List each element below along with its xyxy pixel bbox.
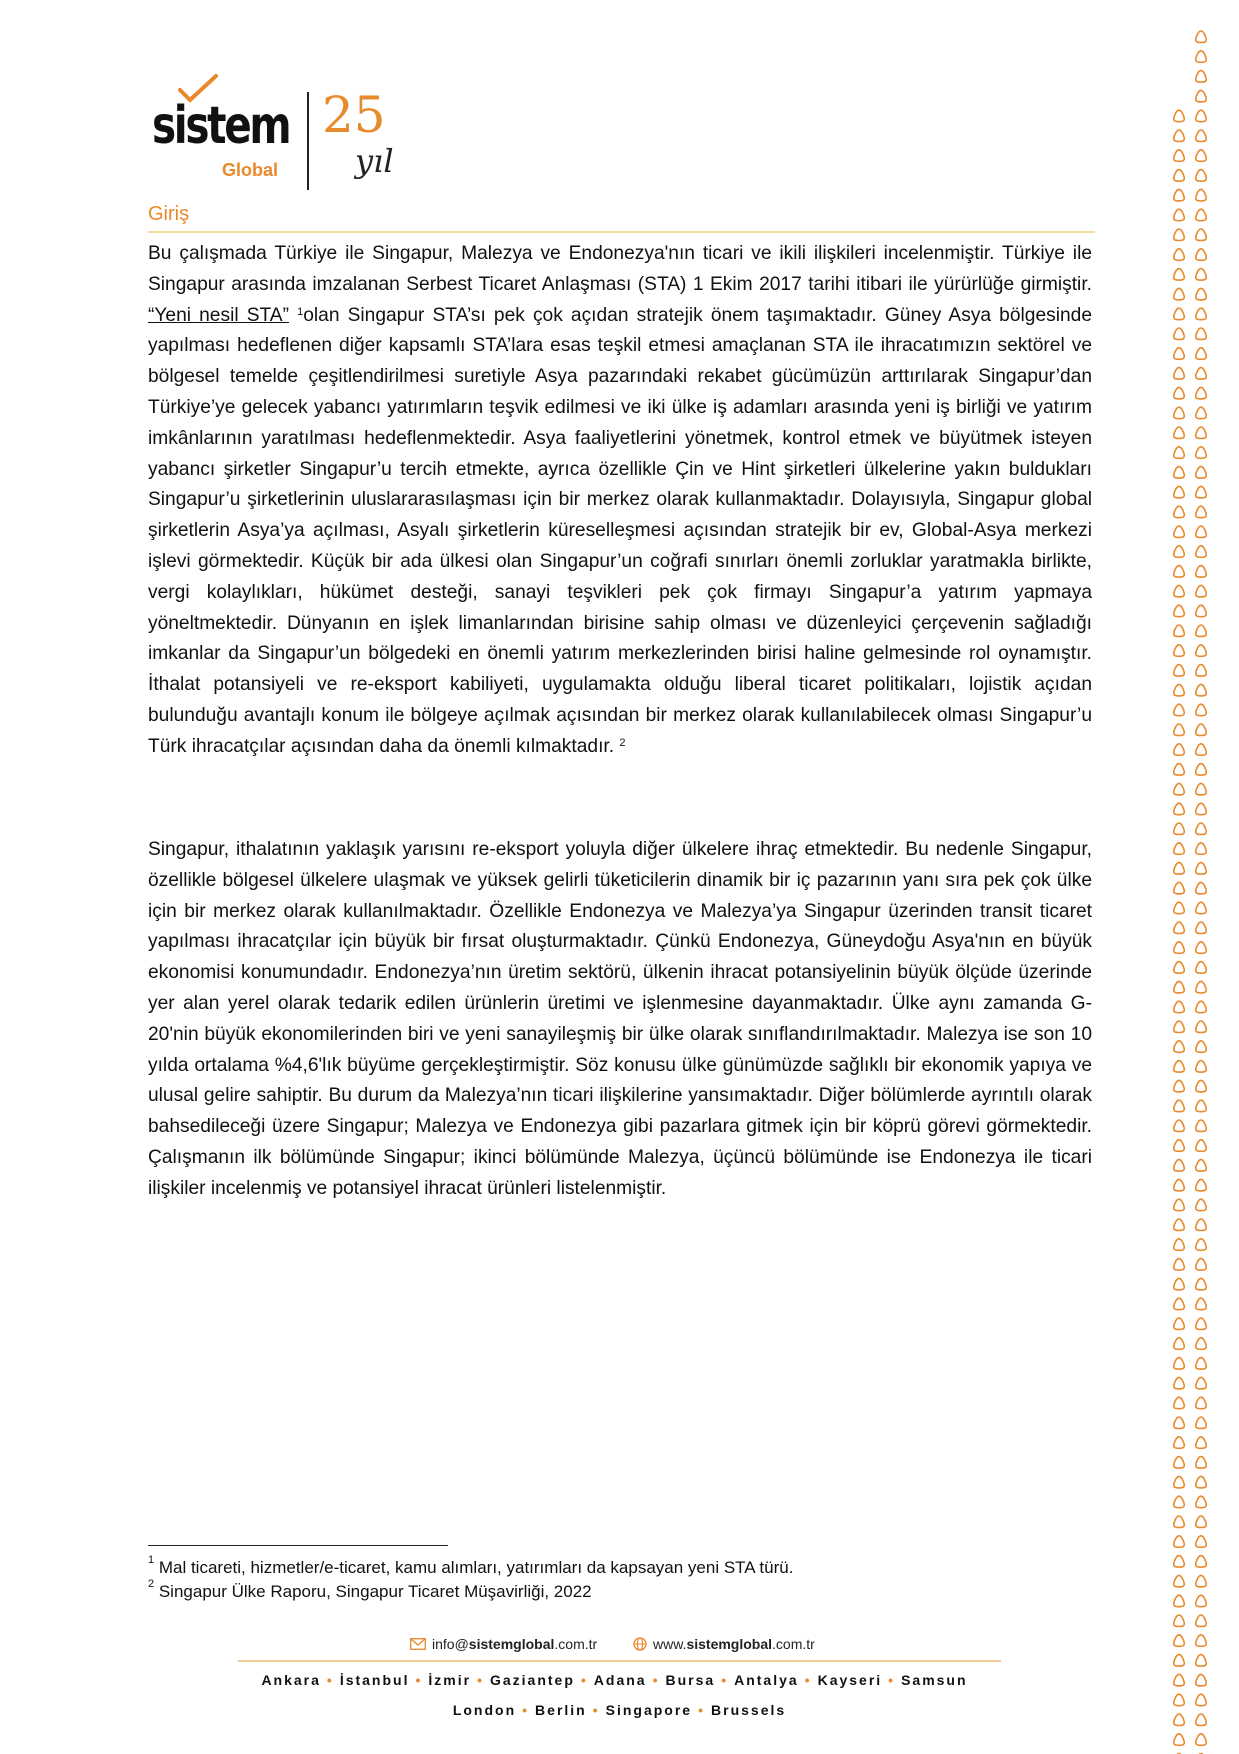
drop-ornament <box>1174 1476 1184 1488</box>
drop-ornament <box>1196 328 1206 340</box>
drop-ornament <box>1196 1575 1206 1587</box>
drop-ornament <box>1196 51 1206 63</box>
paragraph-text: Bu çalışmada Türkiye ile Singapur, Malezya ve Endonezya'nın ticari ve ikili ilişkileri incelenmiştir. Türkiye ile Singapur arasında imzalanan Serbest Ticaret Anlaşması (STA) 1 Ekim 2017 tarihi itibari ile yürürlüğe girmiştir. <box>148 243 1092 295</box>
drop-ornament <box>1196 110 1206 122</box>
drop-ornament <box>1196 1041 1206 1053</box>
drop-ornament <box>1174 1219 1184 1231</box>
drop-ornament <box>1196 249 1206 260</box>
drop-ornament <box>1196 1556 1206 1568</box>
drop-ornament <box>1196 1536 1206 1548</box>
drop-ornament <box>1196 1100 1206 1112</box>
drop-ornament <box>1174 486 1184 498</box>
drop-ornament <box>1174 1536 1184 1548</box>
drop-ornament <box>1196 684 1206 696</box>
drop-ornament <box>1174 209 1184 221</box>
drop-ornament <box>1174 605 1184 617</box>
drop-ornament <box>1174 546 1184 558</box>
drop-ornament <box>1174 1120 1184 1132</box>
drop-ornament <box>1196 447 1206 459</box>
drop-ornament <box>1174 1100 1184 1112</box>
footnote-number: 1 <box>148 1554 155 1566</box>
drop-ornament <box>1174 922 1184 934</box>
drop-ornament <box>1196 1140 1206 1152</box>
drop-ornament <box>1196 486 1206 498</box>
drop-ornament <box>1196 368 1206 380</box>
paragraph-singapore <box>148 835 1092 1205</box>
section-title: Giriş <box>148 203 190 225</box>
drop-ornament <box>1196 1120 1206 1132</box>
drop-ornament <box>1174 625 1184 637</box>
drop-ornament <box>1174 1160 1184 1172</box>
drop-ornament <box>1196 1595 1206 1607</box>
drop-ornament <box>1174 229 1184 241</box>
separator-dot: • <box>326 1672 334 1688</box>
drop-ornament <box>1174 902 1184 914</box>
footnote-2 <box>148 1578 592 1602</box>
drop-ornament <box>1196 1734 1206 1746</box>
separator-dot: • <box>477 1672 484 1688</box>
footnote-ref-2[interactable]: 2 <box>619 736 626 749</box>
drop-ornament <box>1174 1734 1184 1746</box>
logo-divider <box>307 92 309 190</box>
paragraph-text: Singapur, ithalatının yaklaşık yarısını re-eksport yoluyla diğer ülkelere ihraç etmektedir. Bu nedenle Singapur, özellikle bölgesel ülkelere ulaşmak ve yüksek gelirli tüketicilerin dinamik bir iç pazarının yanı sıra pek çok ülke için bir merkez olarak kullanılmaktadır. Özellikle Endonezya ve Malezya’ya Singapur üzerinden transit ticaret yapılması ihracatçılar için büyük bir fırsat oluşturmaktadır. Çünkü Endonezya, Güneydoğu Asya'nın en büyük ekonomisi konumundadır. Endonezya’nın üretim sektörü, ülkenin ihracat potansiyelinin büyük ölçüde üzerinde yer alan yerel olarak tedarik edilen ürünlerin üretimi ve işlenmesine dayanmaktadır. Ülke aynı zamanda G-20'nin büyük ekonomilerinden biri ve yeni sanayileşmiş bir ülke olarak sınıflandırılmaktadır. Malezya ise son 10 yılda ortalama %4,6'lık büyüme gerçekleştirmiştir. Söz konusu ülke günümüzde sağlıklı bir ekonomik yapıya ve ulusal gelire sahiptir. Bu durum da Malezya’nın ticari ilişkilerine yansımaktadır. Diğer bölümlerde ayrıntılı olarak bahsedileceği üzere Singapur; Malezya ve Endonezya gibi pazarlara gitmek için bir köprü görevi görmektedir. Çalışmanın ilk bölümünde Singapur; ikinci bölümünde Malezya, üçüncü bölümünde ise Endonezya ile ticari ilişkiler incelenmiş ve potansiyel ihracat ürünleri listelenmiştir. <box>148 839 1092 1199</box>
drop-ornament <box>1174 328 1184 340</box>
logo-subtitle: Global <box>222 160 279 180</box>
drop-ornament <box>1196 1457 1206 1469</box>
drop-ornament <box>1196 467 1206 479</box>
drop-ornament <box>1196 1674 1206 1686</box>
separator-dot: • <box>415 1672 423 1688</box>
logo-wordmark: sistem <box>152 96 290 156</box>
drop-ornament <box>1174 368 1184 380</box>
footnote-1 <box>148 1554 794 1578</box>
footer-email[interactable] <box>410 1636 597 1652</box>
drop-ornament <box>1174 1714 1184 1726</box>
drop-ornament <box>1174 704 1184 716</box>
drop-ornament <box>1196 90 1206 102</box>
drop-ornament <box>1174 150 1184 162</box>
drop-ornament <box>1174 764 1184 776</box>
drop-ornament <box>1174 407 1184 419</box>
drop-ornament <box>1196 1714 1206 1726</box>
drop-ornament <box>1196 645 1206 657</box>
drop-ornament <box>1174 863 1184 875</box>
drop-ornament <box>1174 1080 1184 1092</box>
drop-ornament <box>1196 605 1206 617</box>
drop-ornament <box>1174 1021 1184 1033</box>
drop-ornament <box>1196 704 1206 716</box>
city-name: Bursa <box>665 1672 716 1688</box>
web-domain: sistemglobal <box>686 1636 773 1652</box>
office-cities-international <box>0 1702 1239 1718</box>
anniversary-number: 25 <box>322 86 386 144</box>
drop-ornament <box>1174 526 1184 538</box>
city-name: İzmir <box>428 1672 472 1688</box>
drop-ornament <box>1196 1278 1206 1290</box>
drop-ornament <box>1174 1655 1184 1667</box>
drop-ornament <box>1196 1377 1206 1389</box>
separator-dot: • <box>888 1672 896 1688</box>
drop-ornament <box>1196 150 1206 162</box>
drop-ornament <box>1196 1239 1206 1251</box>
drop-ornament <box>1174 724 1184 736</box>
footnote-text: Mal ticareti, hizmetler/e-ticaret, kamu alımları, yatırımları da kapsayan yeni STA türü. <box>154 1558 794 1577</box>
drop-ornament <box>1196 1179 1206 1191</box>
drop-ornament <box>1196 1516 1206 1528</box>
drop-ornament <box>1174 130 1184 142</box>
separator-dot: • <box>652 1672 660 1688</box>
drop-ornament <box>1196 1259 1206 1271</box>
drop-ornament <box>1174 1358 1184 1370</box>
drop-ornament <box>1174 1595 1184 1607</box>
drop-ornament <box>1174 843 1184 855</box>
drop-ornament <box>1196 744 1206 756</box>
web-prefix: www. <box>653 1636 687 1652</box>
drop-ornament <box>1196 1318 1206 1330</box>
drop-ornament <box>1196 962 1206 974</box>
drop-ornament <box>1196 1655 1206 1667</box>
drop-ornament <box>1174 962 1184 974</box>
city-name: Samsun <box>901 1672 968 1688</box>
drop-ornament <box>1174 1179 1184 1191</box>
footnote-divider <box>148 1545 448 1546</box>
drop-ornament <box>1174 1140 1184 1152</box>
drop-ornament <box>1174 1437 1184 1449</box>
drop-ornament <box>1174 1457 1184 1469</box>
drop-ornament <box>1196 1635 1206 1647</box>
drop-ornament <box>1174 1041 1184 1053</box>
drop-ornament <box>1174 1377 1184 1389</box>
drop-ornament <box>1196 823 1206 835</box>
drop-ornament <box>1174 308 1184 320</box>
drop-ornament <box>1174 1694 1184 1706</box>
drop-ornament <box>1174 1338 1184 1350</box>
drop-ornament <box>1174 566 1184 578</box>
drop-ornament <box>1196 625 1206 637</box>
city-name: Gaziantep <box>489 1672 575 1688</box>
drop-ornament <box>1196 1298 1206 1310</box>
city-name: Singapore <box>605 1702 693 1718</box>
drop-ornament <box>1174 645 1184 657</box>
city-name: İstanbul <box>339 1672 410 1688</box>
email-prefix: info@ <box>432 1636 469 1652</box>
drop-ornament <box>1174 1496 1184 1508</box>
separator-dot: • <box>804 1672 812 1688</box>
next-gen-sta-link[interactable]: “Yeni nesil STA” <box>148 304 289 326</box>
drop-ornament <box>1174 1278 1184 1290</box>
drop-ornament <box>1196 71 1206 83</box>
drop-ornament <box>1196 1615 1206 1627</box>
drop-ornament <box>1196 1496 1206 1508</box>
drop-ornament <box>1196 130 1206 142</box>
drop-ornament <box>1196 1417 1206 1429</box>
drop-ornament <box>1196 1061 1206 1073</box>
separator-dot: • <box>721 1672 729 1688</box>
drop-ornament <box>1196 526 1206 538</box>
drop-ornament <box>1196 783 1206 795</box>
drop-ornament <box>1196 229 1206 241</box>
drop-ornament <box>1196 1080 1206 1092</box>
drop-ornament <box>1174 684 1184 696</box>
drop-ornament <box>1196 981 1206 993</box>
drop-ornament <box>1174 823 1184 835</box>
drop-ornament <box>1196 1476 1206 1488</box>
drop-ornament <box>1196 1358 1206 1370</box>
drop-ornament <box>1174 1259 1184 1271</box>
drop-ornament <box>1174 1298 1184 1310</box>
drop-ornament <box>1174 348 1184 360</box>
drop-ornament <box>1174 447 1184 459</box>
drop-ornament <box>1196 209 1206 221</box>
drop-ornament <box>1196 269 1206 281</box>
drop-ornament <box>1174 288 1184 300</box>
drop-ornament <box>1196 387 1206 399</box>
drop-ornament <box>1196 407 1206 419</box>
web-suffix: .com.tr <box>772 1636 815 1652</box>
drop-ornament <box>1196 170 1206 182</box>
drop-ornament <box>1196 585 1206 597</box>
city-name: Ankara <box>261 1672 321 1688</box>
drop-ornament <box>1196 288 1206 300</box>
envelope-icon <box>410 1638 426 1650</box>
drop-ornament <box>1174 506 1184 518</box>
drop-ornament <box>1196 506 1206 518</box>
drop-ornament <box>1174 189 1184 201</box>
drop-ornament <box>1174 427 1184 439</box>
drop-ornament <box>1196 1694 1206 1706</box>
drop-ornament <box>1174 1061 1184 1073</box>
drop-ornament <box>1174 585 1184 597</box>
section-divider <box>148 231 1095 233</box>
drop-ornament <box>1174 1001 1184 1013</box>
drop-ornament <box>1196 724 1206 736</box>
footer-divider <box>238 1660 1001 1662</box>
drop-ornament <box>1174 387 1184 399</box>
footer-website[interactable] <box>633 1636 815 1652</box>
drop-ornament <box>1174 1674 1184 1686</box>
paragraph-intro <box>148 239 1092 763</box>
separator-dot: • <box>522 1702 530 1718</box>
email-suffix: .com.tr <box>554 1636 598 1652</box>
drop-ornament <box>1174 110 1184 122</box>
drop-ornament <box>1196 882 1206 894</box>
drop-ornament <box>1196 922 1206 934</box>
drop-ornament <box>1196 427 1206 439</box>
email-domain: sistemglobal <box>468 1636 555 1652</box>
drop-ornament <box>1174 981 1184 993</box>
globe-icon <box>633 1637 647 1651</box>
office-cities-turkey <box>0 1672 1234 1688</box>
drop-ornament <box>1174 467 1184 479</box>
drop-ornament <box>1196 902 1206 914</box>
drop-ornament <box>1174 665 1184 677</box>
drop-ornament <box>1174 783 1184 795</box>
drop-ornament <box>1196 189 1206 201</box>
drop-ornament <box>1174 803 1184 815</box>
drop-ornament <box>1196 863 1206 875</box>
drop-ornament <box>1174 1318 1184 1330</box>
drop-ornament <box>1174 1615 1184 1627</box>
drop-ornament <box>1196 31 1206 43</box>
anniversary-word: yıl <box>355 142 394 180</box>
drop-ornament <box>1174 170 1184 182</box>
drop-ornament <box>1174 1516 1184 1528</box>
decorative-drop-pattern <box>1160 0 1239 1754</box>
drop-ornament <box>1196 1199 1206 1211</box>
drop-ornament <box>1174 1575 1184 1587</box>
footnote-number: 2 <box>148 1578 155 1590</box>
drop-ornament <box>1174 744 1184 756</box>
drop-ornament <box>1196 1437 1206 1449</box>
drop-ornament <box>1196 665 1206 677</box>
drop-ornament <box>1174 1397 1184 1409</box>
company-logo <box>150 72 420 192</box>
drop-ornament <box>1196 546 1206 558</box>
drop-ornament <box>1174 942 1184 954</box>
city-name: Kayseri <box>817 1672 883 1688</box>
drop-ornament <box>1196 348 1206 360</box>
drop-ornament <box>1174 1556 1184 1568</box>
drop-ornament <box>1196 1021 1206 1033</box>
drop-ornament <box>1174 1199 1184 1211</box>
drop-ornament <box>1174 269 1184 281</box>
separator-dot: • <box>580 1672 588 1688</box>
city-name: Berlin <box>535 1702 587 1718</box>
paragraph-text: olan Singapur STA’sı pek çok açıdan stratejik önem taşımaktadır. Güney Asya bölgesinde yapılması hedeflenen diğer kapsamlı STA’lara esas teşkil etmesi amaçlanan STA ile ihracatımızın sektörel ve bölgesel temelde çeşitlendirilmesi suretiyle Asya pazarındaki rekabet gücümüzün arttırılarak Singapur’dan Türkiye’ye gelecek yabancı yatırımların teşvik edilmesi ve iki ülke iş adamları arasında yeni iş birliği ve yatırım imkânlarının yaratılması hedeflenmektedir. Asya faaliyetlerini yönetmek, kontrol etmek ve büyütmek isteyen yabancı şirketler Singapur’u tercih etmekte, ayrıca özellikle Çin ve Hint şirketleri ülkelerine yakın buldukları Singapur’u şirketlerinin uluslararasılaşması için bir merkez olarak kullanmaktadır. Dolayısıyla, Singapur global şirketlerin Asya’ya açılması, Asyalı şirketlerin küreselleşmesi açısından stratejik bir ev, Global-Asya merkezi işlevi görmektedir. Küçük bir ada ülkesi olan Singapur’un coğrafi sınırları önemli zorluklar yaratmakla birlikte, vergi kolaylıkları, hükümet desteği, sanayi teşvikleri pek çok firmayı Singapur’a yatırım yapmaya yöneltmektedir. Dünyanın en işlek limanlarından birisine sahip olması ve düzenleyici çerçevenin sağladığı imkanlar da Singapur’un bölgedeki en önemli yatırım merkezlerinden birisi haline gelmesinde rol oynamıştır. İthalat potansiyeli ve re-eksport kabiliyeti, uygulamakta olduğu liberal ticaret politikaları, lojistik açıdan bulunduğu avantajlı konum ile bölgeye açılmak açısından bir merkez olarak kullanılabilecek olması Singapur’u Türk ihracatçılar açısından daha da önemli kılmaktadır. <box>148 304 1093 757</box>
drop-ornament <box>1196 942 1206 954</box>
footnote-ref-1[interactable]: 1 <box>297 305 304 318</box>
separator-dot: • <box>592 1702 600 1718</box>
drop-ornament <box>1196 1397 1206 1409</box>
drop-ornament <box>1174 1417 1184 1429</box>
drop-ornament <box>1196 803 1206 815</box>
city-name: Antalya <box>734 1672 799 1688</box>
drop-ornament <box>1174 882 1184 894</box>
city-name: Adana <box>593 1672 647 1688</box>
drop-ornament <box>1174 1239 1184 1251</box>
footnote-text: Singapur Ülke Raporu, Singapur Ticaret Müşavirliği, 2022 <box>154 1582 592 1601</box>
drop-ornament <box>1174 249 1184 260</box>
city-name: Brussels <box>711 1702 787 1718</box>
drop-ornament <box>1196 1160 1206 1172</box>
separator-dot: • <box>698 1702 706 1718</box>
drop-ornament <box>1196 1001 1206 1013</box>
drop-ornament <box>1174 1635 1184 1647</box>
drop-ornament <box>1196 764 1206 776</box>
city-name: London <box>452 1702 517 1718</box>
drop-ornament <box>1196 566 1206 578</box>
drop-ornament <box>1196 1219 1206 1231</box>
drop-ornament <box>1196 843 1206 855</box>
drop-ornament <box>1196 1338 1206 1350</box>
drop-ornament <box>1196 308 1206 320</box>
